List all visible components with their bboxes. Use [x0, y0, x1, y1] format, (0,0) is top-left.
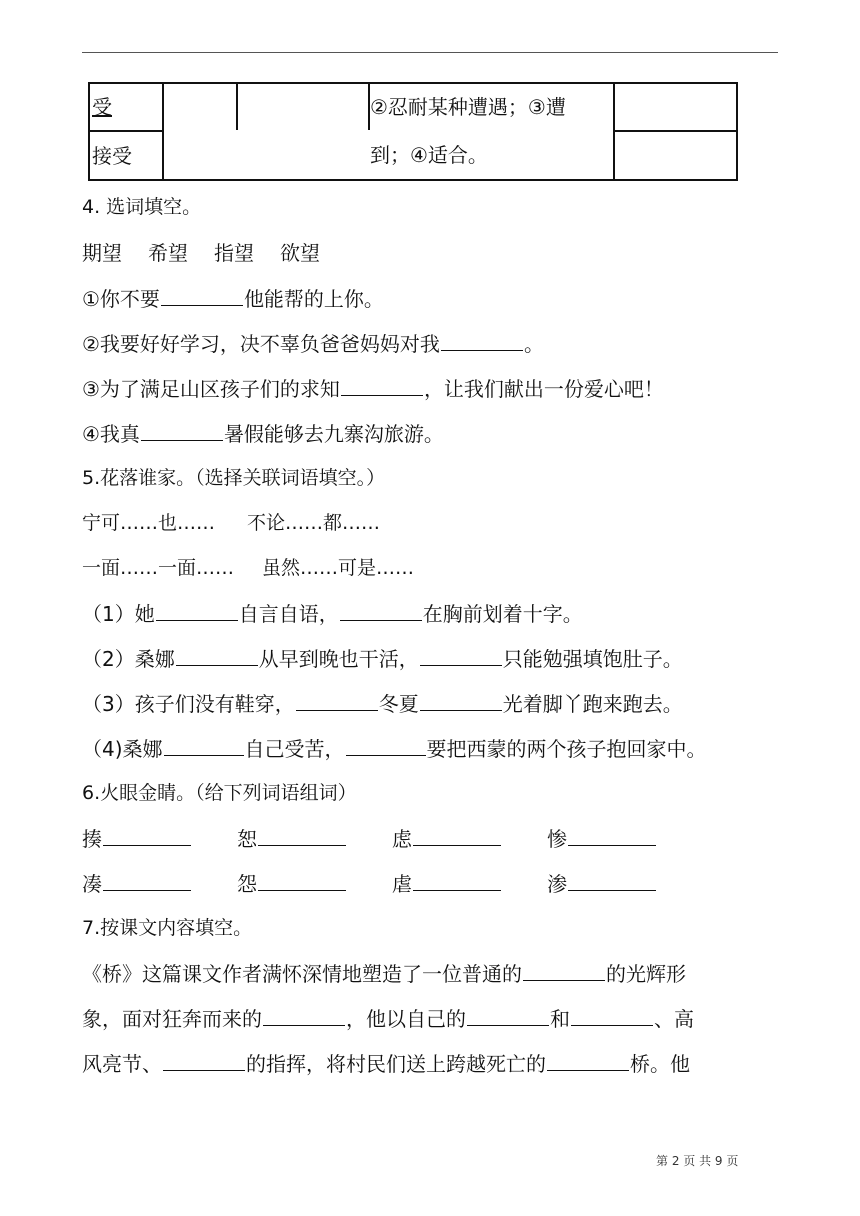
q4-item-4 — [82, 418, 444, 447]
q5-item-text: 要把西蒙的两个孩子抱回家中。 — [426, 737, 707, 761]
q6-char: 怨 — [237, 872, 257, 896]
q4-word: 希望 — [148, 241, 188, 265]
answer-blank[interactable] — [523, 964, 605, 981]
q5-item-text: （4)桑娜 — [82, 737, 163, 761]
q4-title: 4. 选词填空。 — [82, 196, 202, 218]
answer-blank[interactable] — [341, 379, 423, 396]
q5-item-4 — [82, 733, 707, 762]
q7-title: 7.按课文内容填空。 — [82, 917, 253, 939]
page-number: 第 2 页 共 9 页 — [656, 1154, 739, 1168]
q4-item-1 — [82, 283, 384, 312]
q4-item-text: ，让我们献出一份爱心吧！ — [423, 377, 664, 401]
q5-pair: 一面……一面…… — [82, 557, 235, 579]
q5-pair: 不论……都…… — [247, 512, 381, 534]
answer-blank[interactable] — [103, 874, 191, 891]
q5-pairs-row1 — [82, 508, 380, 535]
answer-blank[interactable] — [413, 874, 501, 891]
answer-blank[interactable] — [340, 604, 422, 621]
q4-item-text: 暑假能够去九寨沟旅游。 — [223, 422, 444, 446]
q5-item-text: （2）桑娜 — [82, 647, 175, 671]
table-meaning-line2: 到；④适合。 — [370, 143, 488, 167]
q7-line-1 — [82, 958, 686, 987]
q4-item-text: ③为了满足山区孩子们的求知 — [82, 377, 340, 401]
q5-item-text: 冬夏 — [378, 692, 419, 716]
q7-text: 的指挥，将村民们送上跨越死亡的 — [246, 1052, 546, 1076]
q4-item-text: ④我真 — [82, 422, 140, 446]
answer-blank[interactable] — [296, 694, 378, 711]
q7-text: 、高 — [654, 1007, 694, 1031]
q5-item-text: 自言自语， — [238, 602, 339, 626]
q4-word: 欲望 — [280, 241, 320, 265]
answer-blank[interactable] — [420, 694, 502, 711]
answer-blank[interactable] — [156, 604, 238, 621]
answer-blank[interactable] — [164, 739, 244, 756]
answer-blank[interactable] — [141, 424, 223, 441]
q7-text: 的光辉形 — [606, 962, 686, 986]
q5-pair: 宁可……也…… — [82, 512, 216, 534]
q6-char: 恕 — [237, 827, 257, 851]
answer-blank[interactable] — [441, 334, 523, 351]
q7-text: 风亮节、 — [82, 1052, 162, 1076]
q5-item-text: （3）孩子们没有鞋穿， — [82, 692, 295, 716]
q7-text: 桥。他 — [630, 1052, 690, 1076]
q4-item-2 — [82, 328, 544, 357]
q6-char: 渗 — [547, 872, 567, 896]
q5-pair: 虽然……可是…… — [262, 557, 415, 579]
answer-blank[interactable] — [163, 1054, 245, 1071]
q7-line-2 — [82, 1003, 694, 1032]
q5-title: 5.花落谁家。（选择关联词语填空。） — [82, 467, 386, 489]
q5-item-3 — [82, 688, 683, 717]
q5-item-text: 只能勉强填饱肚子。 — [502, 647, 683, 671]
q4-item-text: 。 — [523, 332, 544, 356]
answer-blank[interactable] — [258, 829, 346, 846]
q4-item-text: 他能帮的上你。 — [243, 287, 384, 311]
answer-blank[interactable] — [420, 649, 502, 666]
q7-text: ，他以自己的 — [346, 1007, 466, 1031]
answer-blank[interactable] — [568, 829, 656, 846]
answer-blank[interactable] — [467, 1009, 549, 1026]
answer-blank[interactable] — [161, 289, 243, 306]
q7-text: 和 — [550, 1007, 570, 1031]
q5-pairs-row2 — [82, 553, 414, 580]
table-word-jieshou: 接受 — [92, 144, 132, 168]
q7-text: 象，面对狂奔而来的 — [82, 1007, 262, 1031]
q5-item-text: 从早到晚也干活， — [258, 647, 419, 671]
q5-item-2 — [82, 643, 683, 672]
q4-item-text: ①你不要 — [82, 287, 160, 311]
answer-blank[interactable] — [413, 829, 501, 846]
answer-blank[interactable] — [263, 1009, 345, 1026]
q5-item-text: （1）她 — [82, 602, 155, 626]
header-rule — [82, 52, 778, 53]
q6-char: 揍 — [82, 827, 102, 851]
answer-blank[interactable] — [547, 1054, 629, 1071]
answer-blank[interactable] — [568, 874, 656, 891]
answer-blank[interactable] — [571, 1009, 653, 1026]
q4-word: 期望 — [82, 241, 122, 265]
q4-word: 指望 — [214, 241, 254, 265]
q6-title: 6.火眼金睛。（给下列词语组词） — [82, 782, 357, 804]
q6-row-1 — [82, 823, 702, 852]
q4-item-text: ②我要好好学习，决不辜负爸爸妈妈对我 — [82, 332, 440, 356]
table-meaning-line1: ②忍耐某种遭遇；③遭 — [370, 95, 566, 119]
answer-blank[interactable] — [258, 874, 346, 891]
q5-item-text: 在胸前划着十字。 — [422, 602, 583, 626]
answer-blank[interactable] — [176, 649, 258, 666]
q6-row-2 — [82, 868, 702, 897]
q5-item-1 — [82, 598, 583, 627]
q6-char: 凑 — [82, 872, 102, 896]
q6-char: 虐 — [392, 872, 412, 896]
q7-line-3 — [82, 1048, 690, 1077]
q4-word-options — [82, 237, 346, 266]
q4-item-3 — [82, 373, 664, 402]
q6-char: 惨 — [547, 827, 567, 851]
table-word-shou: 受 — [92, 95, 112, 119]
answer-blank[interactable] — [103, 829, 191, 846]
q5-item-text: 自己受苦， — [244, 737, 345, 761]
word-meaning-table — [88, 82, 738, 180]
q6-char: 虑 — [392, 827, 412, 851]
q5-item-text: 光着脚丫跑来跑去。 — [502, 692, 683, 716]
answer-blank[interactable] — [346, 739, 426, 756]
q7-text: 《桥》这篇课文作者满怀深情地塑造了一位普通的 — [82, 962, 522, 986]
